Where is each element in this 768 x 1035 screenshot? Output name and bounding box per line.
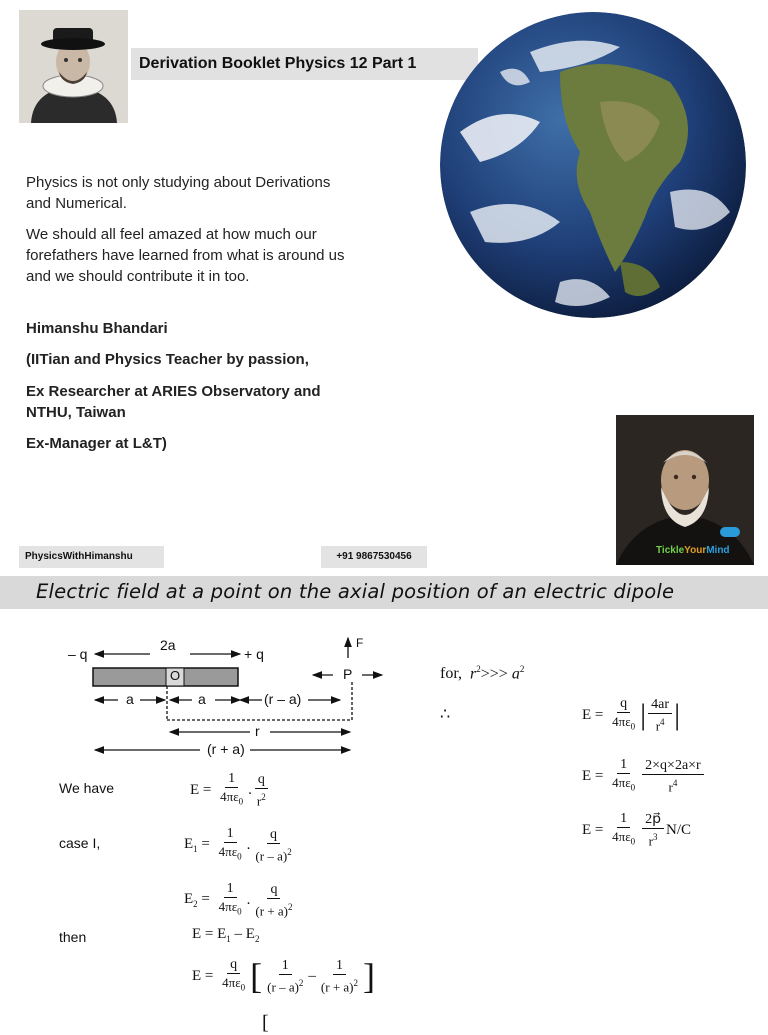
half-length-label: a [126, 691, 134, 707]
point-p-label: P [343, 666, 353, 682]
scientist-portrait-image [19, 10, 128, 123]
dipole-moment-substitution-equation: E = $\frac{1}{4\pi\varepsilon_0}$ $\frac{2\times q\times 2a\times r}{r^4}$ [582, 756, 706, 797]
force-label: F [356, 636, 364, 650]
negative-charge-label: – q [68, 646, 88, 662]
credential-line: (IITian and Physics Teacher by passion, [26, 351, 309, 368]
expanded-field-equation: E = $\frac{q}{4\pi\varepsilon_0}$ [ $\frac{1}{(r - a)^2}$ – $\frac{1}{(r + a)^2}$ ] [192, 956, 376, 997]
author-name: Himanshu Bhandari [26, 320, 168, 337]
therefore-symbol: ∴ [440, 706, 451, 723]
half-length-label: a [198, 691, 206, 707]
credential-line: Ex-Manager at L&T) [26, 435, 167, 452]
e1-equation: $E_1$ = $\frac{1}{4\pi\varepsilon_0}$ . $\frac{q}{(r - a)^2}$ [184, 826, 292, 864]
galileo-portrait-image [616, 415, 754, 565]
simplified-field-equation: E = $\frac{q}{4\pi\varepsilon_0}$ | $\frac{4ar}{r^4}$ | [582, 696, 681, 734]
earth-image [440, 12, 746, 318]
r-minus-a-label: (r – a) [264, 691, 302, 707]
cloud-icon [720, 527, 740, 537]
then-label: then [59, 929, 87, 945]
motivation-paragraph: We should all feel amazed at how much our forefathers have learned from what is around us and we should contribute it in too. [26, 226, 345, 285]
r-plus-a-label: (r + a) [207, 741, 245, 757]
we-have-label: We have [59, 780, 114, 796]
channel-name-box: PhysicsWithHimanshu [19, 546, 164, 568]
tickle-your-mind-logo: TickleYourMind [656, 545, 730, 556]
phone-number-box: +91 9867530456 [321, 546, 427, 568]
section-title: Electric field at a point on the axial position of an electric dipole [36, 580, 675, 603]
origin-label: O [170, 668, 181, 683]
net-field-equation: $E = E_1 - E_2$ [192, 926, 260, 944]
final-field-equation: E = $\frac{1}{4\pi\varepsilon_0}$ $\frac{2p⃗}{r^3}$ N/C [582, 811, 692, 849]
separation-label: 2a [160, 637, 176, 653]
case-one-label: case I, [59, 835, 101, 851]
distance-r-label: r [255, 723, 260, 739]
positive-charge-label: + q [244, 646, 264, 662]
partial-next-equation: [ [262, 1012, 269, 1034]
credential-line: Ex Researcher at ARIES Observatory and NTHU, Taiwan [26, 383, 321, 421]
booklet-title: Derivation Booklet Physics 12 Part 1 [131, 48, 478, 80]
e2-equation: $E_2$ = $\frac{1}{4\pi\varepsilon_0}$ . $\frac{q}{(r + a)^2}$ [184, 881, 293, 919]
coulomb-field-equation: E = $\frac{1}{4\pi\varepsilon_0}$ . $\frac{q}{r^2}$ [190, 770, 271, 811]
intro-paragraph: Physics is not only studying about Derivations and Numerical. [26, 174, 331, 212]
approximation-condition: for, $r^2>>> a^2$ [440, 664, 525, 683]
